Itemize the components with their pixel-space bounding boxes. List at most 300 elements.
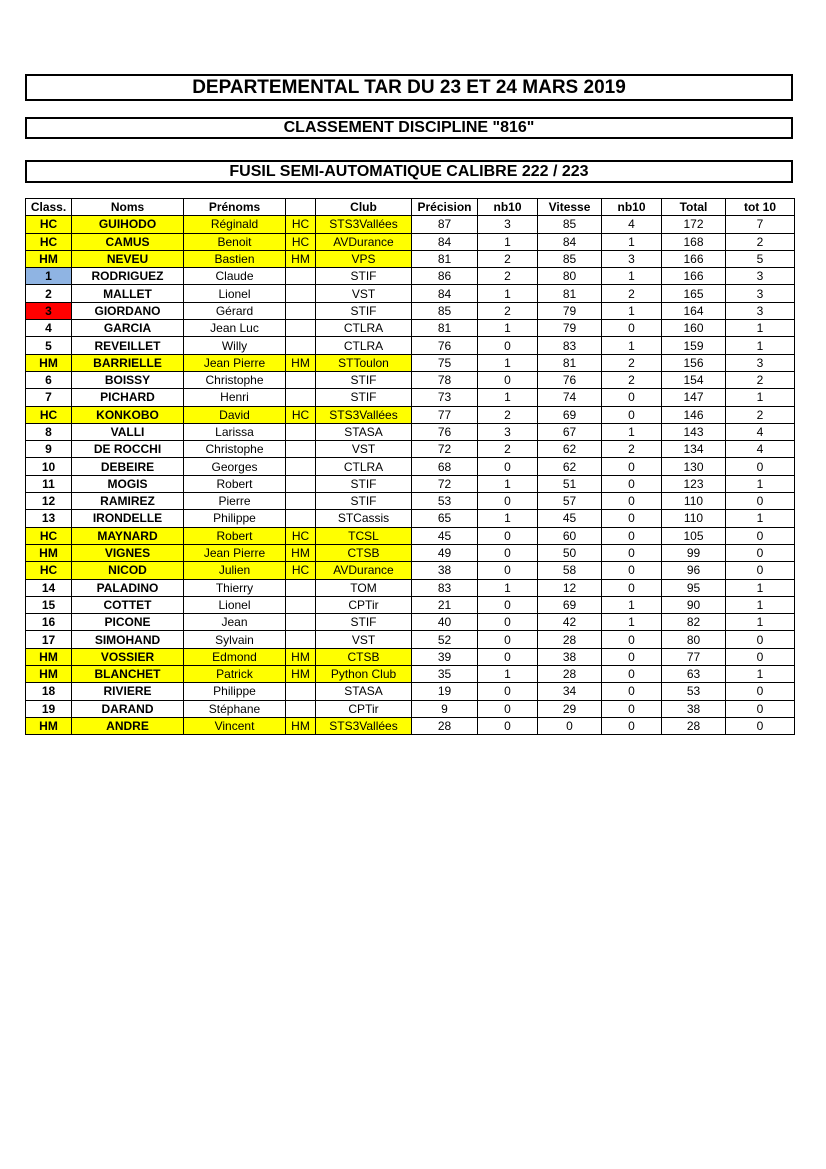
- cell-tot10: 1: [726, 510, 795, 527]
- cell-prenom: Stéphane: [184, 700, 286, 717]
- table-row: [26, 683, 795, 700]
- page-subtitle: CLASSEMENT DISCIPLINE "816": [25, 117, 793, 139]
- cell-tot10: 0: [726, 527, 795, 544]
- cell-precision: 35: [412, 666, 478, 683]
- cell-nb10-precision: 0: [478, 700, 538, 717]
- cell-precision: 9: [412, 700, 478, 717]
- cell-vitesse: 45: [538, 510, 602, 527]
- cell-prenom: Julien: [184, 562, 286, 579]
- cell-vitesse: 12: [538, 579, 602, 596]
- header-noms: Noms: [72, 199, 184, 216]
- cell-nb10-vitesse: 0: [602, 700, 662, 717]
- cell-nb10-vitesse: 0: [602, 631, 662, 648]
- table-row: [26, 510, 795, 527]
- cell-vitesse: 38: [538, 648, 602, 665]
- cell-class: 19: [26, 700, 72, 717]
- cell-nom: VALLI: [72, 423, 184, 440]
- cell-nb10-vitesse: 0: [602, 510, 662, 527]
- cell-club: STIF: [316, 302, 412, 319]
- cell-tot10: 0: [726, 717, 795, 734]
- cell-prenom: Robert: [184, 527, 286, 544]
- cell-precision: 87: [412, 216, 478, 233]
- cell-tot10: 1: [726, 614, 795, 631]
- cell-nb10-vitesse: 2: [602, 441, 662, 458]
- cell-club: STIF: [316, 614, 412, 631]
- cell-vitesse: 42: [538, 614, 602, 631]
- cell-nb10-vitesse: 0: [602, 717, 662, 734]
- cell-category: HC: [286, 233, 316, 250]
- cell-total: 143: [662, 423, 726, 440]
- cell-class: HC: [26, 406, 72, 423]
- cell-nom: KONKOBO: [72, 406, 184, 423]
- cell-precision: 83: [412, 579, 478, 596]
- table-row: [26, 648, 795, 665]
- cell-tot10: 2: [726, 371, 795, 388]
- header-vitesse: Vitesse: [538, 199, 602, 216]
- cell-vitesse: 81: [538, 354, 602, 371]
- table-row: [26, 441, 795, 458]
- cell-club: STIF: [316, 389, 412, 406]
- cell-nom: BOISSY: [72, 371, 184, 388]
- cell-category: [286, 389, 316, 406]
- cell-club: STS3Vallées: [316, 406, 412, 423]
- cell-nom: BLANCHET: [72, 666, 184, 683]
- cell-tot10: 0: [726, 493, 795, 510]
- cell-class: HC: [26, 562, 72, 579]
- cell-total: 123: [662, 475, 726, 492]
- cell-vitesse: 0: [538, 717, 602, 734]
- cell-tot10: 3: [726, 302, 795, 319]
- table-row: [26, 562, 795, 579]
- cell-nb10-precision: 1: [478, 320, 538, 337]
- cell-total: 95: [662, 579, 726, 596]
- table-row: [26, 527, 795, 544]
- cell-class: HM: [26, 250, 72, 267]
- cell-nom: DE ROCCHI: [72, 441, 184, 458]
- cell-total: 90: [662, 596, 726, 613]
- cell-vitesse: 76: [538, 371, 602, 388]
- cell-precision: 75: [412, 354, 478, 371]
- cell-nb10-vitesse: 1: [602, 337, 662, 354]
- cell-club: AVDurance: [316, 562, 412, 579]
- cell-precision: 21: [412, 596, 478, 613]
- cell-tot10: 3: [726, 268, 795, 285]
- cell-nb10-vitesse: 0: [602, 475, 662, 492]
- cell-nom: MALLET: [72, 285, 184, 302]
- cell-nb10-precision: 0: [478, 717, 538, 734]
- cell-prenom: Robert: [184, 475, 286, 492]
- cell-total: 28: [662, 717, 726, 734]
- cell-total: 165: [662, 285, 726, 302]
- cell-tot10: 1: [726, 579, 795, 596]
- cell-category: [286, 337, 316, 354]
- cell-prenom: Christophe: [184, 371, 286, 388]
- cell-precision: 78: [412, 371, 478, 388]
- cell-prenom: Henri: [184, 389, 286, 406]
- cell-total: 168: [662, 233, 726, 250]
- cell-category: HC: [286, 216, 316, 233]
- cell-category: [286, 320, 316, 337]
- table-row: [26, 233, 795, 250]
- cell-total: 160: [662, 320, 726, 337]
- cell-nb10-precision: 1: [478, 285, 538, 302]
- cell-total: 63: [662, 666, 726, 683]
- cell-prenom: Bastien: [184, 250, 286, 267]
- cell-precision: 39: [412, 648, 478, 665]
- cell-club: STCassis: [316, 510, 412, 527]
- cell-nb10-precision: 3: [478, 423, 538, 440]
- table-row: [26, 371, 795, 388]
- table-row: [26, 423, 795, 440]
- table-row: [26, 285, 795, 302]
- cell-prenom: Jean Pierre: [184, 544, 286, 561]
- cell-nb10-precision: 0: [478, 683, 538, 700]
- cell-category: [286, 614, 316, 631]
- cell-tot10: 0: [726, 648, 795, 665]
- cell-nom: MAYNARD: [72, 527, 184, 544]
- cell-class: HM: [26, 354, 72, 371]
- cell-club: STS3Vallées: [316, 216, 412, 233]
- cell-tot10: 0: [726, 700, 795, 717]
- cell-precision: 45: [412, 527, 478, 544]
- cell-prenom: Pierre: [184, 493, 286, 510]
- cell-precision: 73: [412, 389, 478, 406]
- cell-club: STIF: [316, 493, 412, 510]
- cell-total: 80: [662, 631, 726, 648]
- cell-class: HC: [26, 527, 72, 544]
- cell-prenom: Christophe: [184, 441, 286, 458]
- cell-precision: 84: [412, 233, 478, 250]
- cell-vitesse: 28: [538, 666, 602, 683]
- cell-class: 1: [26, 268, 72, 285]
- cell-nb10-precision: 0: [478, 631, 538, 648]
- cell-class: 4: [26, 320, 72, 337]
- cell-nb10-precision: 1: [478, 475, 538, 492]
- cell-vitesse: 62: [538, 441, 602, 458]
- cell-total: 166: [662, 268, 726, 285]
- cell-nb10-vitesse: 1: [602, 233, 662, 250]
- cell-nb10-vitesse: 1: [602, 614, 662, 631]
- cell-nb10-precision: 1: [478, 389, 538, 406]
- cell-prenom: David: [184, 406, 286, 423]
- cell-nb10-precision: 2: [478, 268, 538, 285]
- cell-total: 110: [662, 493, 726, 510]
- cell-nom: PICHARD: [72, 389, 184, 406]
- cell-vitesse: 83: [538, 337, 602, 354]
- cell-total: 77: [662, 648, 726, 665]
- table-row: [26, 354, 795, 371]
- cell-nom: CAMUS: [72, 233, 184, 250]
- cell-tot10: 0: [726, 544, 795, 561]
- cell-nb10-precision: 0: [478, 596, 538, 613]
- page-title: DEPARTEMENTAL TAR DU 23 ET 24 MARS 2019: [25, 74, 793, 101]
- cell-prenom: Philippe: [184, 510, 286, 527]
- results-table: [25, 198, 795, 735]
- cell-vitesse: 85: [538, 216, 602, 233]
- cell-precision: 72: [412, 475, 478, 492]
- cell-nb10-precision: 1: [478, 666, 538, 683]
- cell-nb10-precision: 0: [478, 371, 538, 388]
- cell-prenom: Patrick: [184, 666, 286, 683]
- cell-class: HC: [26, 233, 72, 250]
- cell-tot10: 3: [726, 285, 795, 302]
- cell-nb10-precision: 1: [478, 354, 538, 371]
- cell-nb10-vitesse: 0: [602, 544, 662, 561]
- cell-vitesse: 58: [538, 562, 602, 579]
- cell-nom: SIMOHAND: [72, 631, 184, 648]
- cell-nom: RIVIERE: [72, 683, 184, 700]
- cell-club: TOM: [316, 579, 412, 596]
- cell-tot10: 1: [726, 666, 795, 683]
- cell-nom: IRONDELLE: [72, 510, 184, 527]
- cell-nb10-vitesse: 0: [602, 389, 662, 406]
- cell-nb10-precision: 0: [478, 648, 538, 665]
- cell-nb10-vitesse: 2: [602, 371, 662, 388]
- cell-tot10: 7: [726, 216, 795, 233]
- cell-precision: 40: [412, 614, 478, 631]
- cell-nb10-vitesse: 0: [602, 562, 662, 579]
- cell-prenom: Gérard: [184, 302, 286, 319]
- table-row: [26, 717, 795, 734]
- cell-class: 12: [26, 493, 72, 510]
- cell-vitesse: 74: [538, 389, 602, 406]
- table-row: [26, 700, 795, 717]
- cell-club: CTLRA: [316, 320, 412, 337]
- header-category: [286, 199, 316, 216]
- cell-precision: 28: [412, 717, 478, 734]
- cell-club: VST: [316, 631, 412, 648]
- cell-category: [286, 683, 316, 700]
- cell-class: HM: [26, 544, 72, 561]
- cell-category: HM: [286, 544, 316, 561]
- cell-prenom: Jean Luc: [184, 320, 286, 337]
- cell-nb10-precision: 1: [478, 579, 538, 596]
- cell-nb10-vitesse: 2: [602, 354, 662, 371]
- cell-tot10: 4: [726, 441, 795, 458]
- cell-nom: REVEILLET: [72, 337, 184, 354]
- cell-tot10: 1: [726, 337, 795, 354]
- cell-class: 2: [26, 285, 72, 302]
- table-row: [26, 475, 795, 492]
- cell-class: 15: [26, 596, 72, 613]
- cell-precision: 68: [412, 458, 478, 475]
- cell-category: [286, 493, 316, 510]
- cell-prenom: Edmond: [184, 648, 286, 665]
- cell-nom: PICONE: [72, 614, 184, 631]
- cell-total: 134: [662, 441, 726, 458]
- header-tot10: tot 10: [726, 199, 795, 216]
- cell-class: 8: [26, 423, 72, 440]
- cell-prenom: Réginald: [184, 216, 286, 233]
- cell-nb10-vitesse: 0: [602, 527, 662, 544]
- cell-vitesse: 28: [538, 631, 602, 648]
- cell-nb10-precision: 0: [478, 337, 538, 354]
- cell-class: 3: [26, 302, 72, 319]
- cell-category: [286, 596, 316, 613]
- cell-club: STIF: [316, 371, 412, 388]
- cell-club: CTLRA: [316, 458, 412, 475]
- cell-total: 146: [662, 406, 726, 423]
- cell-category: [286, 700, 316, 717]
- cell-tot10: 0: [726, 631, 795, 648]
- cell-class: 9: [26, 441, 72, 458]
- cell-total: 154: [662, 371, 726, 388]
- cell-nom: RODRIGUEZ: [72, 268, 184, 285]
- cell-nb10-vitesse: 4: [602, 216, 662, 233]
- cell-nb10-vitesse: 0: [602, 458, 662, 475]
- cell-total: 110: [662, 510, 726, 527]
- cell-nb10-precision: 3: [478, 216, 538, 233]
- cell-total: 164: [662, 302, 726, 319]
- cell-category: HM: [286, 354, 316, 371]
- cell-club: STToulon: [316, 354, 412, 371]
- cell-nb10-vitesse: 1: [602, 596, 662, 613]
- cell-tot10: 1: [726, 389, 795, 406]
- cell-club: CTSB: [316, 544, 412, 561]
- cell-precision: 52: [412, 631, 478, 648]
- discipline-title: FUSIL SEMI-AUTOMATIQUE CALIBRE 222 / 223: [25, 160, 793, 183]
- cell-tot10: 5: [726, 250, 795, 267]
- table-row: [26, 631, 795, 648]
- table-header-row: [26, 199, 795, 216]
- cell-club: Python Club: [316, 666, 412, 683]
- cell-vitesse: 80: [538, 268, 602, 285]
- cell-vitesse: 62: [538, 458, 602, 475]
- header-total: Total: [662, 199, 726, 216]
- cell-class: HC: [26, 216, 72, 233]
- header-class: Class.: [26, 199, 72, 216]
- cell-class: 11: [26, 475, 72, 492]
- cell-vitesse: 51: [538, 475, 602, 492]
- cell-tot10: 2: [726, 406, 795, 423]
- cell-club: TCSL: [316, 527, 412, 544]
- cell-category: HC: [286, 562, 316, 579]
- cell-category: HC: [286, 406, 316, 423]
- cell-category: [286, 579, 316, 596]
- cell-vitesse: 50: [538, 544, 602, 561]
- cell-class: HM: [26, 666, 72, 683]
- cell-club: VST: [316, 285, 412, 302]
- table-row: [26, 544, 795, 561]
- cell-nom: ANDRE: [72, 717, 184, 734]
- cell-nom: COTTET: [72, 596, 184, 613]
- cell-prenom: Thierry: [184, 579, 286, 596]
- cell-category: [286, 631, 316, 648]
- cell-precision: 65: [412, 510, 478, 527]
- cell-tot10: 4: [726, 423, 795, 440]
- cell-precision: 19: [412, 683, 478, 700]
- cell-nom: VIGNES: [72, 544, 184, 561]
- cell-total: 172: [662, 216, 726, 233]
- cell-nb10-precision: 0: [478, 458, 538, 475]
- table-row: [26, 302, 795, 319]
- cell-precision: 81: [412, 250, 478, 267]
- cell-nom: DEBEIRE: [72, 458, 184, 475]
- cell-club: CPTir: [316, 596, 412, 613]
- cell-category: HM: [286, 648, 316, 665]
- cell-club: STIF: [316, 268, 412, 285]
- table-row: [26, 337, 795, 354]
- cell-category: HM: [286, 666, 316, 683]
- cell-precision: 72: [412, 441, 478, 458]
- table-row: [26, 268, 795, 285]
- header-nb10-precision: nb10: [478, 199, 538, 216]
- cell-nb10-vitesse: 1: [602, 268, 662, 285]
- cell-vitesse: 57: [538, 493, 602, 510]
- cell-club: STASA: [316, 683, 412, 700]
- table-row: [26, 666, 795, 683]
- cell-category: [286, 475, 316, 492]
- table-row: [26, 216, 795, 233]
- cell-prenom: Claude: [184, 268, 286, 285]
- cell-nb10-vitesse: 0: [602, 648, 662, 665]
- cell-prenom: Willy: [184, 337, 286, 354]
- cell-nb10-precision: 2: [478, 441, 538, 458]
- cell-tot10: 3: [726, 354, 795, 371]
- cell-prenom: Jean Pierre: [184, 354, 286, 371]
- table-row: [26, 493, 795, 510]
- cell-total: 38: [662, 700, 726, 717]
- cell-nom: BARRIELLE: [72, 354, 184, 371]
- cell-nom: GIORDANO: [72, 302, 184, 319]
- cell-total: 166: [662, 250, 726, 267]
- cell-category: [286, 510, 316, 527]
- cell-category: [286, 302, 316, 319]
- table-row: [26, 389, 795, 406]
- cell-total: 159: [662, 337, 726, 354]
- cell-nb10-vitesse: 0: [602, 493, 662, 510]
- cell-class: 17: [26, 631, 72, 648]
- table-row: [26, 614, 795, 631]
- cell-prenom: Sylvain: [184, 631, 286, 648]
- cell-tot10: 0: [726, 562, 795, 579]
- header-nb10-vitesse: nb10: [602, 199, 662, 216]
- cell-nom: GUIHODO: [72, 216, 184, 233]
- cell-club: CTLRA: [316, 337, 412, 354]
- cell-class: 6: [26, 371, 72, 388]
- cell-nb10-precision: 0: [478, 544, 538, 561]
- cell-vitesse: 79: [538, 320, 602, 337]
- cell-nb10-vitesse: 1: [602, 423, 662, 440]
- cell-nom: MOGIS: [72, 475, 184, 492]
- cell-prenom: Vincent: [184, 717, 286, 734]
- cell-precision: 81: [412, 320, 478, 337]
- cell-precision: 38: [412, 562, 478, 579]
- cell-category: HM: [286, 250, 316, 267]
- cell-nb10-vitesse: 0: [602, 406, 662, 423]
- cell-nb10-precision: 0: [478, 493, 538, 510]
- cell-prenom: Georges: [184, 458, 286, 475]
- cell-nb10-precision: 1: [478, 233, 538, 250]
- cell-total: 105: [662, 527, 726, 544]
- cell-prenom: Lionel: [184, 596, 286, 613]
- cell-category: [286, 458, 316, 475]
- cell-class: 14: [26, 579, 72, 596]
- cell-tot10: 1: [726, 475, 795, 492]
- cell-precision: 76: [412, 423, 478, 440]
- cell-vitesse: 69: [538, 596, 602, 613]
- cell-category: HC: [286, 527, 316, 544]
- cell-prenom: Benoit: [184, 233, 286, 250]
- cell-nb10-precision: 2: [478, 250, 538, 267]
- cell-tot10: 1: [726, 596, 795, 613]
- cell-nb10-precision: 2: [478, 302, 538, 319]
- cell-precision: 49: [412, 544, 478, 561]
- cell-club: STIF: [316, 475, 412, 492]
- cell-class: HM: [26, 648, 72, 665]
- table-row: [26, 596, 795, 613]
- cell-category: [286, 371, 316, 388]
